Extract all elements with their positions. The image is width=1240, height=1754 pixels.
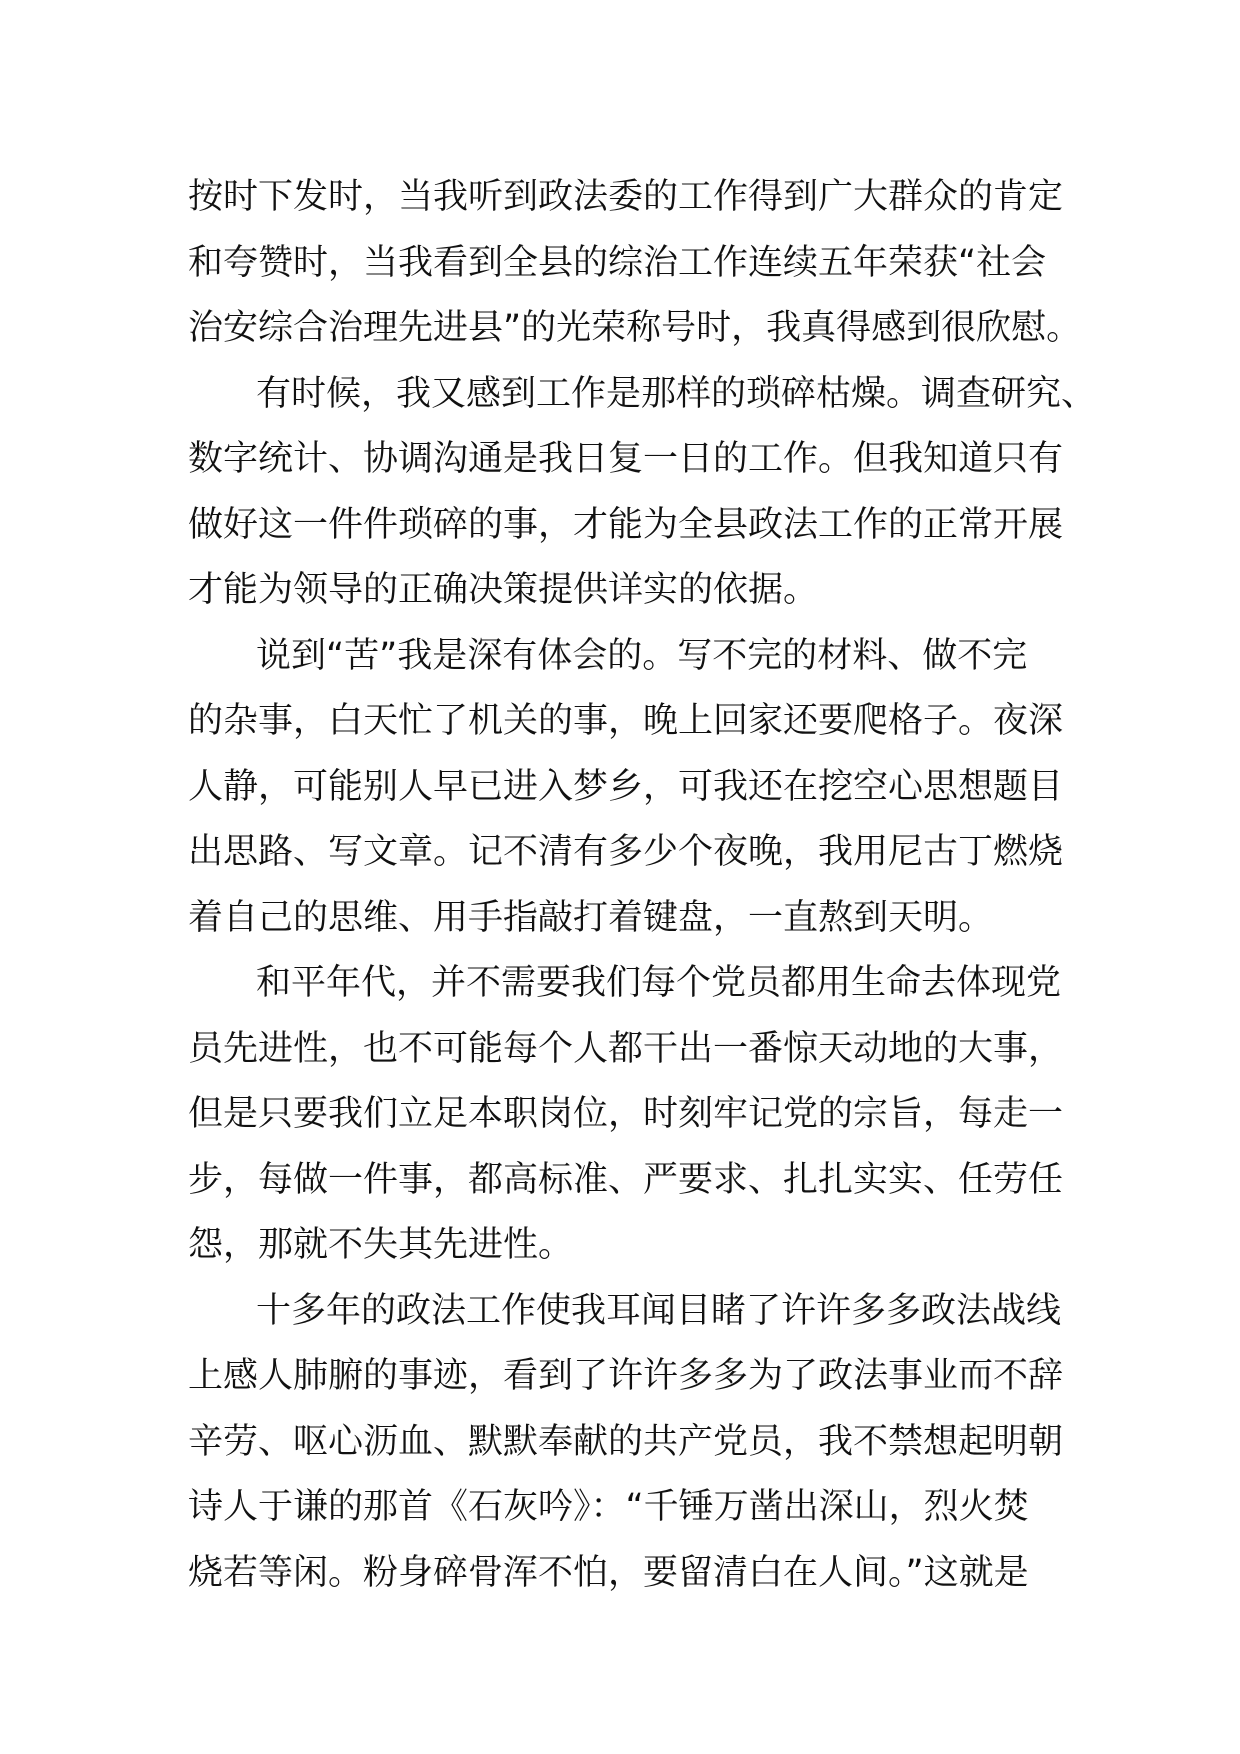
text-line: 说到“苦”我是深有体会的。写不完的材料、做不完 xyxy=(256,635,1028,676)
text-line: 辛劳、呕心沥血、默默奉献的共产党员，我不禁想起明朝 xyxy=(188,1421,1064,1462)
text-line: 的杂事，白天忙了机关的事，晚上回家还要爬格子。夜深 xyxy=(188,701,1064,741)
text-line: 治安综合治理先进县”的光荣称号时，我真得感到很欣慰。 xyxy=(188,308,1082,348)
text-line: 十多年的政法工作使我耳闻目睹了许许多多政法战线 xyxy=(256,1290,1062,1331)
text-line: 上感人肺腑的事迹，看到了许许多多为了政法事业而不辞 xyxy=(188,1356,1064,1396)
paragraph xyxy=(188,951,1068,1279)
text-line: 步，每做一件事，都高标准、严要求、扎扎实实、任劳任 xyxy=(188,1159,1064,1200)
text-line: 才能为领导的正确决策提供详实的依据。 xyxy=(188,570,819,610)
paragraph xyxy=(188,1279,1068,1607)
paragraph xyxy=(188,165,1082,362)
text-line: 但是只要我们立足本职岗位，时刻牢记党的宗旨，每走一 xyxy=(188,1094,1064,1134)
text-line: 数字统计、协调沟通是我日复一日的工作。但我知道只有 xyxy=(188,439,1064,479)
paragraph xyxy=(188,624,1068,952)
text-line: 怨，那就不失其先进性。 xyxy=(188,1225,574,1265)
text-line: 人静，可能别人早已进入梦乡，可我还在挖空心思想题目 xyxy=(188,766,1064,807)
text-line: 诗人于谦的那首《石灰吟》：“千锤万凿出深山，烈火焚 xyxy=(188,1487,1029,1527)
document-body xyxy=(188,165,1097,1606)
text-line: 和夸赞时，当我看到全县的综治工作连续五年荣获“社会 xyxy=(188,242,1047,283)
text-line: 员先进性，也不可能每个人都干出一番惊天动地的大事， xyxy=(188,1028,1064,1069)
text-line: 和平年代，并不需要我们每个党员都用生命去体现党 xyxy=(256,963,1062,1003)
text-line: 做好这一件件琐碎的事，才能为全县政法工作的正常开展 xyxy=(188,504,1064,545)
text-line: 着自己的思维、用手指敲打着键盘，一直熬到天明。 xyxy=(188,897,994,938)
paragraph xyxy=(188,362,1097,624)
text-line: 有时候，我又感到工作是那样的琐碎枯燥。调查研究、 xyxy=(256,373,1097,414)
text-line: 烧若等闲。粉身碎骨浑不怕，要留清白在人间。”这就是 xyxy=(188,1552,1029,1593)
text-line: 按时下发时，当我听到政法委的工作得到广大群众的肯定 xyxy=(188,177,1064,217)
text-line: 出思路、写文章。记不清有多少个夜晚，我用尼古丁燃烧 xyxy=(188,832,1064,872)
